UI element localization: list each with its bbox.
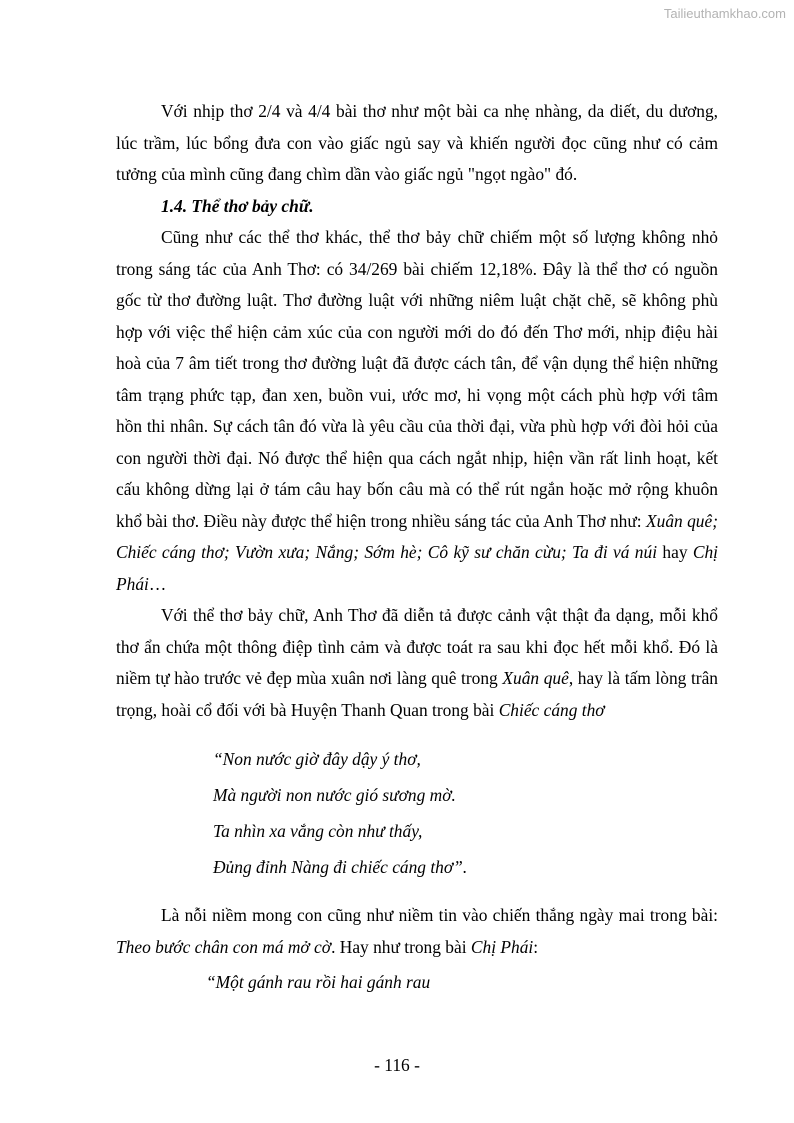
poem-line: Đủng đỉnh Nàng đi chiếc cáng thơ”. xyxy=(213,857,468,877)
poem-line: Mà người non nước gió sương mờ. xyxy=(213,785,456,805)
paragraph-2-connector: hay xyxy=(657,542,693,562)
paragraph-2 xyxy=(116,222,718,600)
poem-line: “Một gánh rau rồi hai gánh rau xyxy=(206,972,431,992)
paragraph-4-text-b: . Hay như trong bài xyxy=(331,936,471,957)
watermark: Tailieuthamkhao.com xyxy=(663,6,786,21)
paragraph-3-text-a: Với thể thơ bảy chữ, Anh Thơ đã diễn tả được cảnh vật thật đa dạng, mỗi khổ thơ ẩn chứa một thông điệp tình cảm và được toát ra sau khi đọc hết mỗi khổ. Đó là niềm tự hào trước vẻ đẹp mùa xuân nơi làng quê trong xyxy=(116,605,718,688)
paragraph-3-text-b: , hay là tấm lòng trân trọng, hoài cổ đối với bà Huyện Thanh Quan trong bài xyxy=(116,668,718,720)
paragraph-4-text-a: Là nỗi niềm mong con cũng như niềm tin vào chiến thắng ngày mai trong bài: xyxy=(161,905,718,925)
paragraph-1: Với nhịp thơ 2/4 và 4/4 bài thơ như một bài ca nhẹ nhàng, da diết, du dương, lúc trầm, lúc bổng đưa con vào giấc ngủ say và khiến người đọc cũng như có cảm tưởng của mình cũng đang chìm dần vào giấc ngủ "ngọt ngào" đó. xyxy=(116,101,718,184)
poem-title-theo-buoc-chan: Theo bước chân con má mở cờ xyxy=(116,936,332,957)
paragraph-2-text: Cũng như các thể thơ khác, thể thơ bảy chữ chiếm một số lượng không nhỏ trong sáng tác của Anh Thơ: có 34/269 bài chiếm 12,18%. Đây là thể thơ có nguồn gốc từ thơ đường luật. Thơ đường luật với những niêm luật chặt chẽ, sẽ không phù hợp với việc thể hiện cảm xúc của con người mới do đó đến Thơ mới, nhịp điệu hài hoà của 7 âm tiết trong thơ đường luật đã được cách tân, để vận dụng thể hiện những tâm trạng phức tạp, đan xen, buồn vui, ước mơ, hi vọng một cách phù hợp với tâm hồn thi nhân. Sự cách tân đó vừa là yêu cầu của thời đại, vừa phù hợp với đòi hỏi của con người thời đại. Nó được thể hiện qua cách ngắt nhịp, hiện vần rất linh hoạt, kết cấu không dừng lại ở tám câu hay bốn câu mà có thể rút ngắn hoặc mở rộng khuôn khổ bài thơ. Điều này được thể hiện trong nhiều sáng tác của Anh Thơ như: xyxy=(116,227,718,531)
paragraph-4-colon: : xyxy=(533,936,539,957)
poem-line: “Non nước giờ đây dậy ý thơ, xyxy=(213,749,421,769)
paragraph-3 xyxy=(116,600,718,726)
paragraph-2-ellipsis: … xyxy=(148,573,167,594)
poem-title-chiec-cang-tho: Chiếc cáng thơ xyxy=(498,699,605,720)
poem-title-chi-phai-2: Chị Phái xyxy=(470,936,534,957)
poem-titles-list: Xuân quê; Chiếc cáng thơ; Vườn xưa; Nắng; Sớm hè; Cô kỹ sư chăn cừu; Ta đi vá núi xyxy=(116,510,718,562)
poem-quote-1 xyxy=(116,741,718,885)
section-heading: 1.4. Thể thơ bảy chữ. xyxy=(161,195,314,216)
poem-quote-2 xyxy=(116,967,718,999)
poem-title-chi-phai: Chị Phái xyxy=(116,542,719,594)
page-number: - 116 - xyxy=(374,1055,420,1075)
poem-title-xuan-que: Xuân quê xyxy=(502,668,569,688)
poem-line: Ta nhìn xa vắng còn như thấy, xyxy=(213,821,423,841)
document-body xyxy=(116,96,718,999)
paragraph-4 xyxy=(116,900,718,963)
